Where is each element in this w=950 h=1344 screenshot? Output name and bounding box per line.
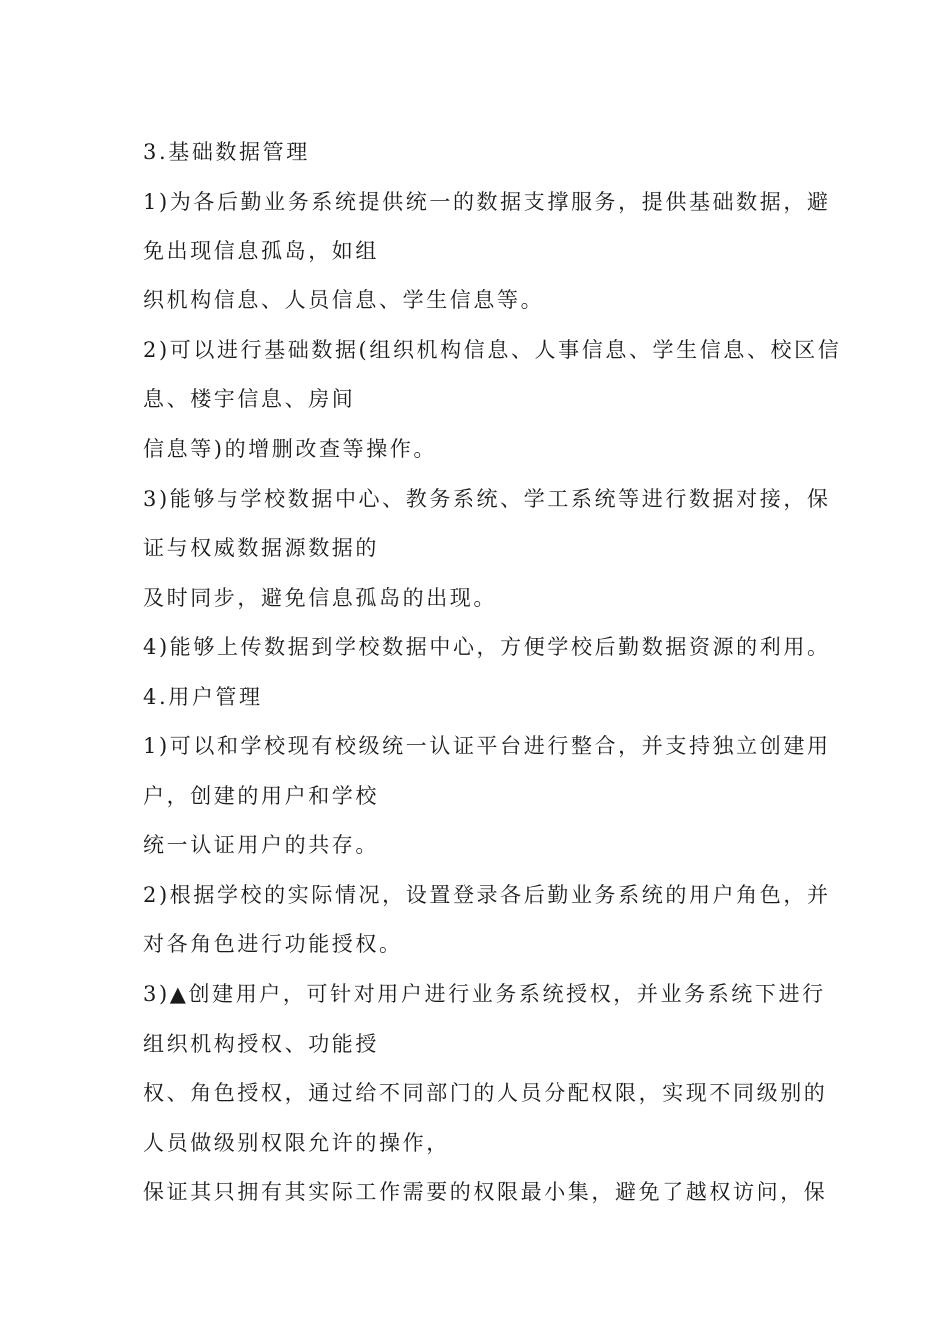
- paragraph-line: 免出现信息孤岛，如组: [143, 239, 379, 263]
- paragraph-line: 组织机构授权、功能授: [143, 1032, 379, 1056]
- paragraph-line: 证与权威数据源数据的: [143, 536, 379, 560]
- paragraph-line: 织机构信息、人员信息、学生信息等。: [143, 288, 545, 312]
- paragraph-line: 2)根据学校的实际情况，设置登录各后勤业务系统的用户角色，并: [143, 883, 831, 907]
- paragraph-line: 信息等)的增删改查等操作。: [143, 437, 437, 461]
- paragraph-line: 4)能够上传数据到学校数据中心，方便学校后勤数据资源的利用。: [143, 635, 831, 659]
- paragraph-line: 统一认证用户的共存。: [143, 833, 379, 857]
- paragraph-line: 2)可以进行基础数据(组织机构信息、人事信息、学生信息、校区信: [143, 338, 842, 362]
- paragraph-line: 息、楼宇信息、房间: [143, 387, 356, 411]
- paragraph-line: 3)能够与学校数据中心、教务系统、学工系统等进行数据对接，保: [143, 487, 831, 511]
- paragraph-line: 3)▲创建用户，可针对用户进行业务系统授权，并业务系统下进行: [143, 982, 826, 1006]
- paragraph-line: 1)可以和学校现有校级统一认证平台进行整合，并支持独立创建用: [143, 734, 831, 758]
- paragraph-line: 权、角色授权，通过给不同部门的人员分配权限，实现不同级别的: [143, 1081, 828, 1105]
- paragraph-line: 对各角色进行功能授权。: [143, 932, 403, 956]
- paragraph-line: 1)为各后勤业务系统提供统一的数据支撑服务，提供基础数据，避: [143, 190, 831, 214]
- paragraph-line: 及时同步，避免信息孤岛的出现。: [143, 586, 497, 610]
- section-heading: 4.用户管理: [143, 685, 263, 709]
- paragraph-line: 户，创建的用户和学校: [143, 784, 379, 808]
- paragraph-line: 人员做级别权限允许的操作，: [143, 1131, 450, 1155]
- paragraph-line: 保证其只拥有其实际工作需要的权限最小集，避免了越权访问，保: [143, 1180, 828, 1204]
- section-heading: 3.基础数据管理: [143, 140, 310, 164]
